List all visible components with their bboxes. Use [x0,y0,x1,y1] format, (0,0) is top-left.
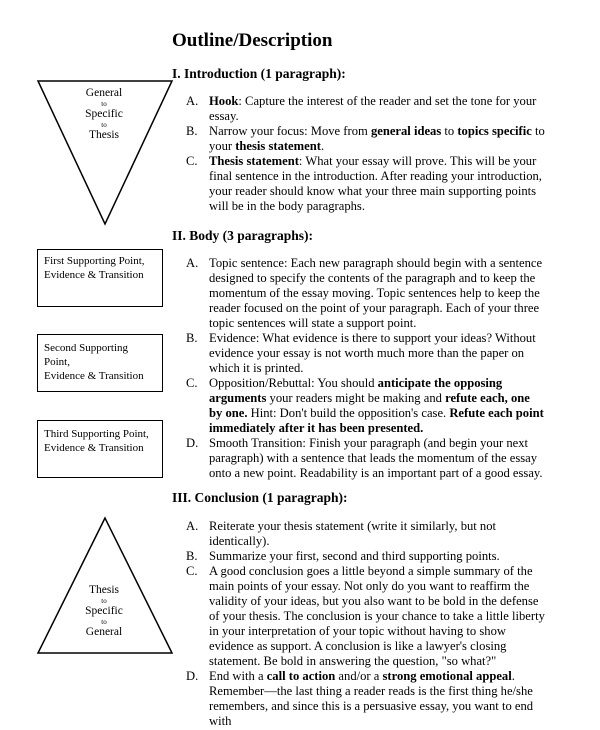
item-text: Summarize your first, second and third supporting points. [209,549,500,563]
intro-heading: I. Introduction (1 paragraph): [172,66,346,81]
item-text: Narrow your focus: Move from [209,124,371,138]
side-box-second-line1: Second Supporting Point, [44,342,129,368]
bold-text: general ideas [370,124,442,138]
item-text: . Remember—the last thing a reader reads is the first thing he/she remembers, and since this is a persuasive essay, you want to end with [209,669,534,728]
item-label: C. [186,154,198,168]
bold-text: Thesis statement [209,154,299,168]
item-text: End with a [209,669,267,683]
side-box-third-line1: Third Supporting Point, [44,428,149,440]
item-text: Topic sentence: Each new paragraph should begin with a sentence designed to specify the contents of the paragraph and to keep the momentum of the essay moving. Topic sentences help to keep the reader focused on the point of your paragraph. Each of your three topic sentences will state a support point. [209,256,543,330]
item-text: . [320,139,325,153]
item-text: Reiterate your thesis statement (write it similarly, but not identically). [209,519,497,548]
item-label: A. [186,94,199,108]
side-box-first-line1: First Supporting Point, [44,255,145,267]
conclusion-heading: III. Conclusion (1 paragraph): [172,490,348,505]
funnel-bottom-line1: Thesis [88,584,120,596]
item-label: C. [186,564,198,578]
funnel-top-line5: Thesis [88,129,120,141]
list-item [186,331,546,376]
item-text: your readers might be making and [266,391,446,405]
item-text: to your [209,124,545,153]
funnel-bottom-line2: to [101,597,107,605]
funnel-top-line3: Specific [85,108,123,120]
side-box-second-line2: Evidence & Transition [44,370,144,382]
item-label: B. [186,549,198,563]
list-item [186,549,546,564]
bold-text: Refute each point immediately after it has been presented. [209,406,544,435]
funnel-top-line4: to [101,121,107,129]
list-item [186,256,546,331]
side-box-first-line2: Evidence & Transition [44,269,144,281]
item-text: to [441,124,458,138]
funnel-top-line2: to [101,100,107,108]
item-text: Smooth Transition: Finish your paragraph (and begin your next paragraph) with a sentence that leads the momentum of the essay onto a new point. Readability is an important part of a good essay. [209,436,543,480]
conclusion-list [186,519,546,729]
item-text: Hint: Don't build the opposition's case. [247,406,450,420]
body-heading: II. Body (3 paragraphs): [172,228,314,243]
side-box-second [37,334,163,392]
funnel-top-text [64,87,144,142]
item-label: A. [186,519,199,533]
item-label: D. [186,669,199,683]
funnel-bottom-line4: to [101,618,107,626]
list-item [186,519,546,549]
list-item [186,436,546,481]
bold-text: refute each, one by one. [209,391,530,420]
body-list [186,256,546,481]
list-item [186,564,546,669]
item-label: B. [186,124,198,138]
funnel-bottom-text [64,584,144,639]
side-box-third-line2: Evidence & Transition [44,442,144,454]
item-text: A good conclusion goes a little beyond a simple summary of the main points of your essay. Not only do you want to reaffirm the validity of your ideas, but you also want to be bold in the defense of your thesis. The conclusion is your chance to take a little liberty in your interpretation of your topic without having to show evidence as support. A conclusion is like a lawyer's closing statement. Be bold in answering the question, "so what?" [209,564,545,668]
item-text: : What your essay will prove. This will be your final sentence in the introduction. After reading your introduction, your reader should know what your three main supporting points will be in the body paragraphs. [209,154,542,213]
item-label: D. [186,436,199,450]
funnel-top-line1: General [85,87,123,99]
funnel-bottom-line3: Specific [85,605,123,617]
intro-list [186,94,546,214]
list-item [186,154,546,214]
item-text: Opposition/Rebuttal: You should [209,376,378,390]
item-label: A. [186,256,199,270]
page-title: Outline/Description [172,30,333,51]
side-box-third [37,420,163,478]
item-label: B. [186,331,198,345]
list-item [186,124,546,154]
bold-text: strong emotional appeal [382,669,512,683]
funnel-bottom-line5: General [85,626,123,638]
bold-text: topics specific [457,124,532,138]
item-text: Evidence: What evidence is there to support your ideas? Without evidence your essay is not worth much more than the paper on which it is printed. [209,331,536,375]
list-item [186,669,546,729]
bold-text: call to action [266,669,336,683]
list-item [186,94,546,124]
item-text: : Capture the interest of the reader and set the tone for your essay. [209,94,537,123]
list-item [186,376,546,436]
bold-text: anticipate the opposing arguments [209,376,503,405]
side-box-first [37,249,163,307]
item-label: C. [186,376,198,390]
item-text: and/or a [335,669,383,683]
bold-text: thesis statement [235,139,321,153]
bold-text: Hook [209,94,239,108]
